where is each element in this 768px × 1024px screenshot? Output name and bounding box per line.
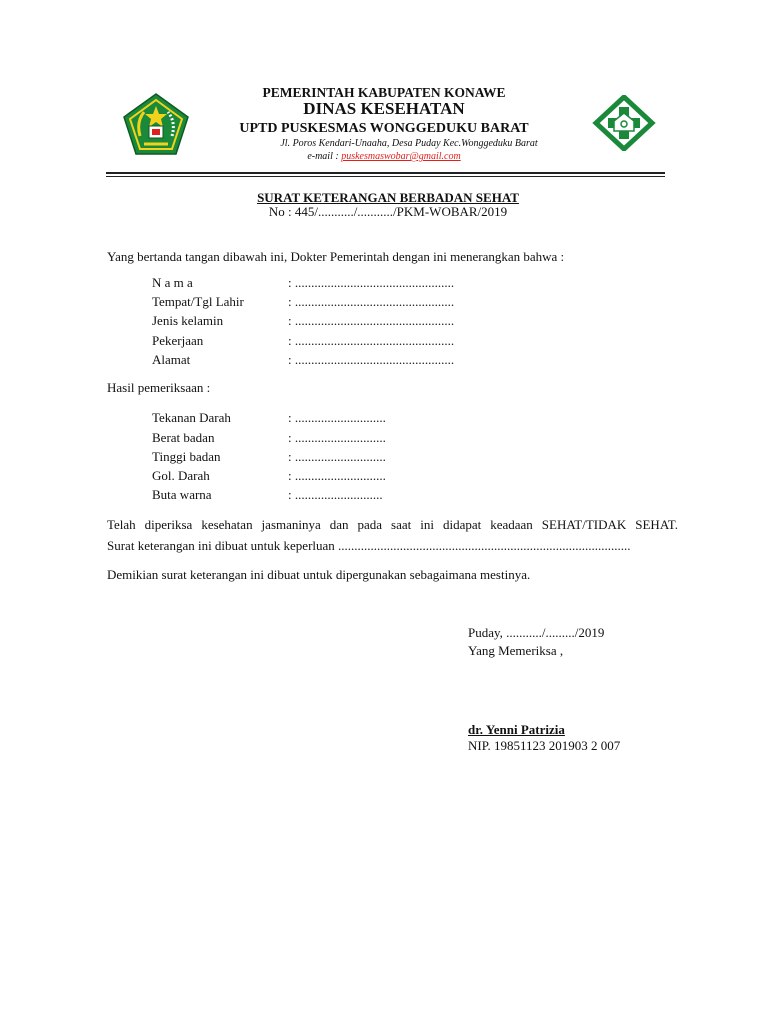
identity-label-gender: Jenis kelamin bbox=[152, 313, 224, 328]
letterhead-rule-thin bbox=[106, 176, 665, 177]
identity-value-name[interactable]: : ................................................. bbox=[288, 275, 455, 290]
exam-value-blood-pressure[interactable]: : ............................ bbox=[288, 410, 386, 425]
exam-value-blood-type[interactable]: : ............................ bbox=[288, 468, 386, 483]
exam-heading: Hasil pemeriksaan : bbox=[107, 380, 211, 395]
identity-value-gender[interactable]: : ................................................. bbox=[288, 313, 455, 328]
email-link[interactable]: puskesmaswobar@gmail.com bbox=[341, 151, 461, 162]
letterhead-address: Jl. Poros Kendari-Unaaha, Desa Puday Kec.Wonggeduku Barat bbox=[280, 138, 538, 149]
exam-label-blood-type: Gol. Darah bbox=[152, 468, 210, 483]
identity-label-name: N a m a bbox=[152, 275, 193, 290]
letterhead-department: DINAS KESEHATAN bbox=[303, 99, 465, 118]
exam-value-weight[interactable]: : ............................ bbox=[288, 430, 386, 445]
exam-label-height: Tinggi badan bbox=[152, 449, 221, 464]
identity-value-occupation[interactable]: : ................................................. bbox=[288, 333, 455, 348]
identity-value-address[interactable]: : ................................................. bbox=[288, 352, 455, 367]
signatory-name: dr. Yenni Patrizia bbox=[468, 722, 565, 737]
letterhead-unit: UPTD PUSKESMAS WONGGEDUKU BARAT bbox=[239, 121, 529, 136]
email-label: e-mail : bbox=[307, 151, 342, 162]
document-title: SURAT KETERANGAN BERBADAN SEHAT bbox=[257, 190, 519, 205]
identity-label-birth: Tempat/Tgl Lahir bbox=[152, 294, 244, 309]
letterhead-government: PEMERINTAH KABUPATEN KONAWE bbox=[262, 85, 506, 100]
identity-value-birth[interactable]: : ................................................. bbox=[288, 294, 455, 309]
exam-value-color-blindness[interactable]: : ........................... bbox=[288, 487, 383, 502]
exam-value-height[interactable]: : ............................ bbox=[288, 449, 386, 464]
purpose-statement[interactable]: Surat keterangan ini dibuat untuk keperluan .......................................................................................... bbox=[107, 538, 631, 553]
signature-place-date: Puday, .........../........./2019 bbox=[468, 625, 605, 640]
identity-label-occupation: Pekerjaan bbox=[152, 333, 204, 348]
identity-label-address: Alamat bbox=[152, 352, 191, 367]
signatory-nip: NIP. 19851123 201903 2 007 bbox=[468, 738, 621, 753]
health-statement: Telah diperiksa kesehatan jasmaninya dan pada saat ini didapat keadaan SEHAT/TIDAK SEHAT. bbox=[107, 517, 678, 532]
document-number: No : 445/.........../.........../PKM-WOBAR/2019 bbox=[268, 204, 508, 219]
puskesmas-cross-house-icon bbox=[592, 95, 656, 151]
letterhead-email-line bbox=[0, 151, 768, 162]
exam-label-weight: Berat badan bbox=[152, 430, 215, 445]
closing-statement: Demikian surat keterangan ini dibuat untuk dipergunakan sebagaimana mestinya. bbox=[107, 567, 531, 582]
signature-examiner-label: Yang Memeriksa , bbox=[468, 643, 564, 658]
exam-label-blood-pressure: Tekanan Darah bbox=[152, 410, 231, 425]
letterhead-rule-thick bbox=[106, 172, 665, 174]
exam-label-color-blindness: Buta warna bbox=[152, 487, 212, 502]
intro-text: Yang bertanda tangan dibawah ini, Dokter Pemerintah dengan ini menerangkan bahwa : bbox=[107, 249, 565, 264]
